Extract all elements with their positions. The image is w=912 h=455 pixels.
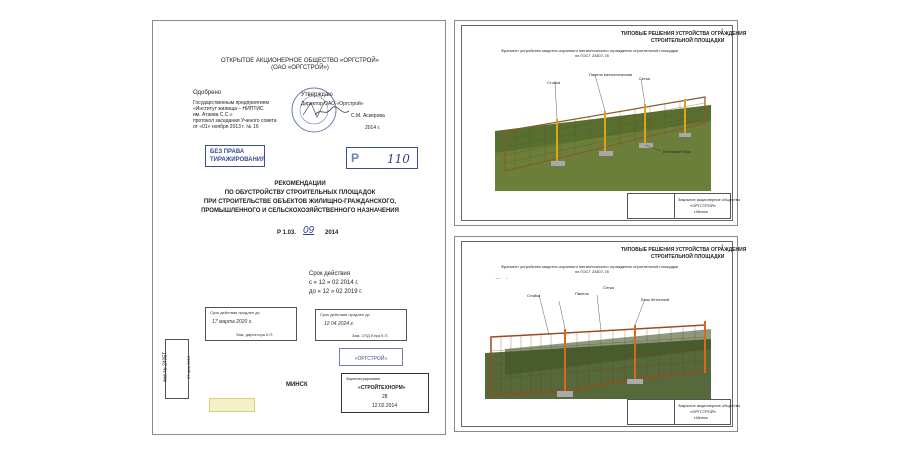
title-block-name: «ОРГСТРОЙ» — [690, 409, 716, 414]
drawing-heading: ТИПОВЫЕ РЕШЕНИЯ УСТРОЙСТВА ОГРАЖДЕНИЯ — [621, 31, 747, 37]
stamp-extension-2 — [315, 309, 407, 341]
drawing-heading-2: СТРОИТЕЛЬНОЙ ПЛОЩАДКИ — [651, 254, 725, 260]
approved-line: Государственным предприятием — [193, 100, 269, 106]
doc-title-line: ПРИ СТРОИТЕЛЬСТВЕ ОБЪЕКТОВ ЖИЛИЩНО-ГРАЖДАНСКОГО, — [203, 199, 397, 205]
org-abbrev: (ОАО «ОРГСТРОЙ») — [271, 65, 329, 71]
approved-line: протокол заседания Ученого совета — [193, 118, 277, 124]
stamp-ext1-date: 17 марта 2020 г. — [212, 319, 253, 325]
stamp-reg-title: Зарегистрировано — [346, 376, 381, 381]
stamp-p-letter: P — [351, 151, 360, 165]
callout-label: Бетонный блок — [663, 149, 691, 154]
validity-from: с « 12 » 02 2014 г. — [309, 280, 359, 286]
callout-label: Стойка — [527, 293, 541, 298]
stamp-reg-org: «СТРОЙТЕХНОРМ» — [358, 385, 406, 391]
stamp-ext2-title: Срок действия продлен до — [320, 312, 370, 317]
title-block-city: г.Минск — [694, 415, 708, 420]
title-block — [627, 193, 741, 219]
callout-label: Панель металлическая — [589, 72, 633, 77]
approved-line: от «01» ноября 2013 г. № 16 — [193, 124, 259, 130]
stamp-reg-date: 12.02.2014 — [372, 403, 398, 409]
callout-label: Сетка — [639, 76, 650, 81]
approved-line: «Институт жилища – НИПТИС — [193, 106, 264, 112]
fence-illustration — [495, 61, 711, 191]
callout-label: Блок бетонный — [641, 297, 669, 302]
title-block-org: Закрытое акционерное общество — [678, 197, 741, 202]
drawing-heading-2: СТРОИТЕЛЬНОЙ ПЛОЩАДКИ — [651, 38, 725, 44]
stamp-ext1-sign: Зам. директора К.П. — [236, 332, 274, 337]
stamp-registration — [341, 373, 429, 413]
callout-label: Сетка — [603, 285, 614, 290]
stamp-p-number — [346, 147, 418, 169]
page-number: 3 — [721, 243, 724, 248]
stamp-no-rights-text: БЕЗ ПРАВА ТИРАЖИРОВАНИЯ — [210, 149, 266, 163]
stamp-no-rights — [205, 145, 265, 167]
page-number: 2 — [721, 27, 724, 32]
stamp-ext2-date: 12 04 2024 г. — [324, 321, 355, 327]
side-stamp-text: инв.№ 2405Т — [162, 351, 169, 383]
drawing-subheading-2: по ГОСТ 23407-78 — [575, 269, 609, 274]
stamp-ext1-title: Срок действия продлен до — [210, 310, 260, 315]
city: МИНСК — [286, 382, 308, 388]
title-block-name: «ОРГСТРОЙ» — [690, 203, 716, 208]
doc-code: Р 1.03. — [277, 230, 297, 236]
confirm-date: 2014 г. — [365, 125, 381, 131]
org-name: ОТКРЫТОЕ АКЦИОНЕРНОЕ ОБЩЕСТВО «ОРГСТРОЙ» — [221, 58, 379, 64]
validity-heading: Срок действия — [309, 271, 351, 277]
confirm-heading: Утверждаю — [301, 92, 333, 98]
doc-title-line: РЕКОМЕНДАЦИИ — [274, 181, 326, 187]
drawing-page-2 — [454, 20, 747, 226]
fence-illustration — [485, 279, 711, 399]
doc-title-line: ПРОМЫШЛЕННОГО И СЕЛЬСКОХОЗЯЙСТВЕННОГО НАЗНАЧЕНИЯ — [201, 208, 399, 214]
approved-heading: Одобрено — [193, 90, 222, 96]
doc-title-line: ПО ОБУСТРОЙСТВУ СТРОИТЕЛЬНЫХ ПЛОЩАДОК — [224, 190, 376, 196]
drawing-subheading-2: по ГОСТ 23407-78 — [575, 53, 609, 58]
callout-label: Стойка — [547, 80, 561, 85]
signature — [313, 105, 353, 119]
callout-label: Панель — [575, 291, 589, 296]
drawing-subheading: Фрагмент устройства защитно-охранного металлического ограждения строительной площадки — [501, 264, 679, 269]
confirm-signer: С.М. Аскерова — [351, 113, 385, 119]
stamp-orgstroy-text: «ОРГСТРОЙ» — [354, 356, 388, 362]
drawing-subheading: Фрагмент устройства защитно-охранного металлического ограждения строительной площадки — [501, 48, 679, 53]
faded-stamp — [209, 398, 255, 412]
stamp-extension-1 — [205, 307, 297, 341]
doc-code-number: 09 — [303, 225, 315, 236]
drawing-heading: ТИПОВЫЕ РЕШЕНИЯ УСТРОЙСТВА ОГРАЖДЕНИЯ — [621, 247, 747, 253]
stamp-orgstroy — [339, 348, 403, 366]
title-block-org: Закрытое акционерное общество — [678, 403, 741, 408]
stamp-reg-number: 28 — [382, 394, 388, 400]
validity-to: до « 12 » 02 2019 г. — [309, 289, 363, 295]
stamp-ext2-sign: Зам. ОТД Елуа К.П. — [352, 333, 389, 338]
drawing-page-3 — [454, 236, 747, 432]
title-block — [627, 399, 741, 425]
approved-line: им. Атаева С.С.» — [193, 112, 233, 118]
title-page — [152, 20, 446, 435]
confirm-position: Директор ОАО «Оргстрой» — [301, 101, 364, 107]
title-block-city: г.Минск — [694, 209, 708, 214]
side-stamp-date: 17 фев 2016 — [186, 355, 192, 380]
stamp-p-value: 110 — [387, 152, 410, 166]
doc-code-year: 2014 — [325, 230, 339, 236]
